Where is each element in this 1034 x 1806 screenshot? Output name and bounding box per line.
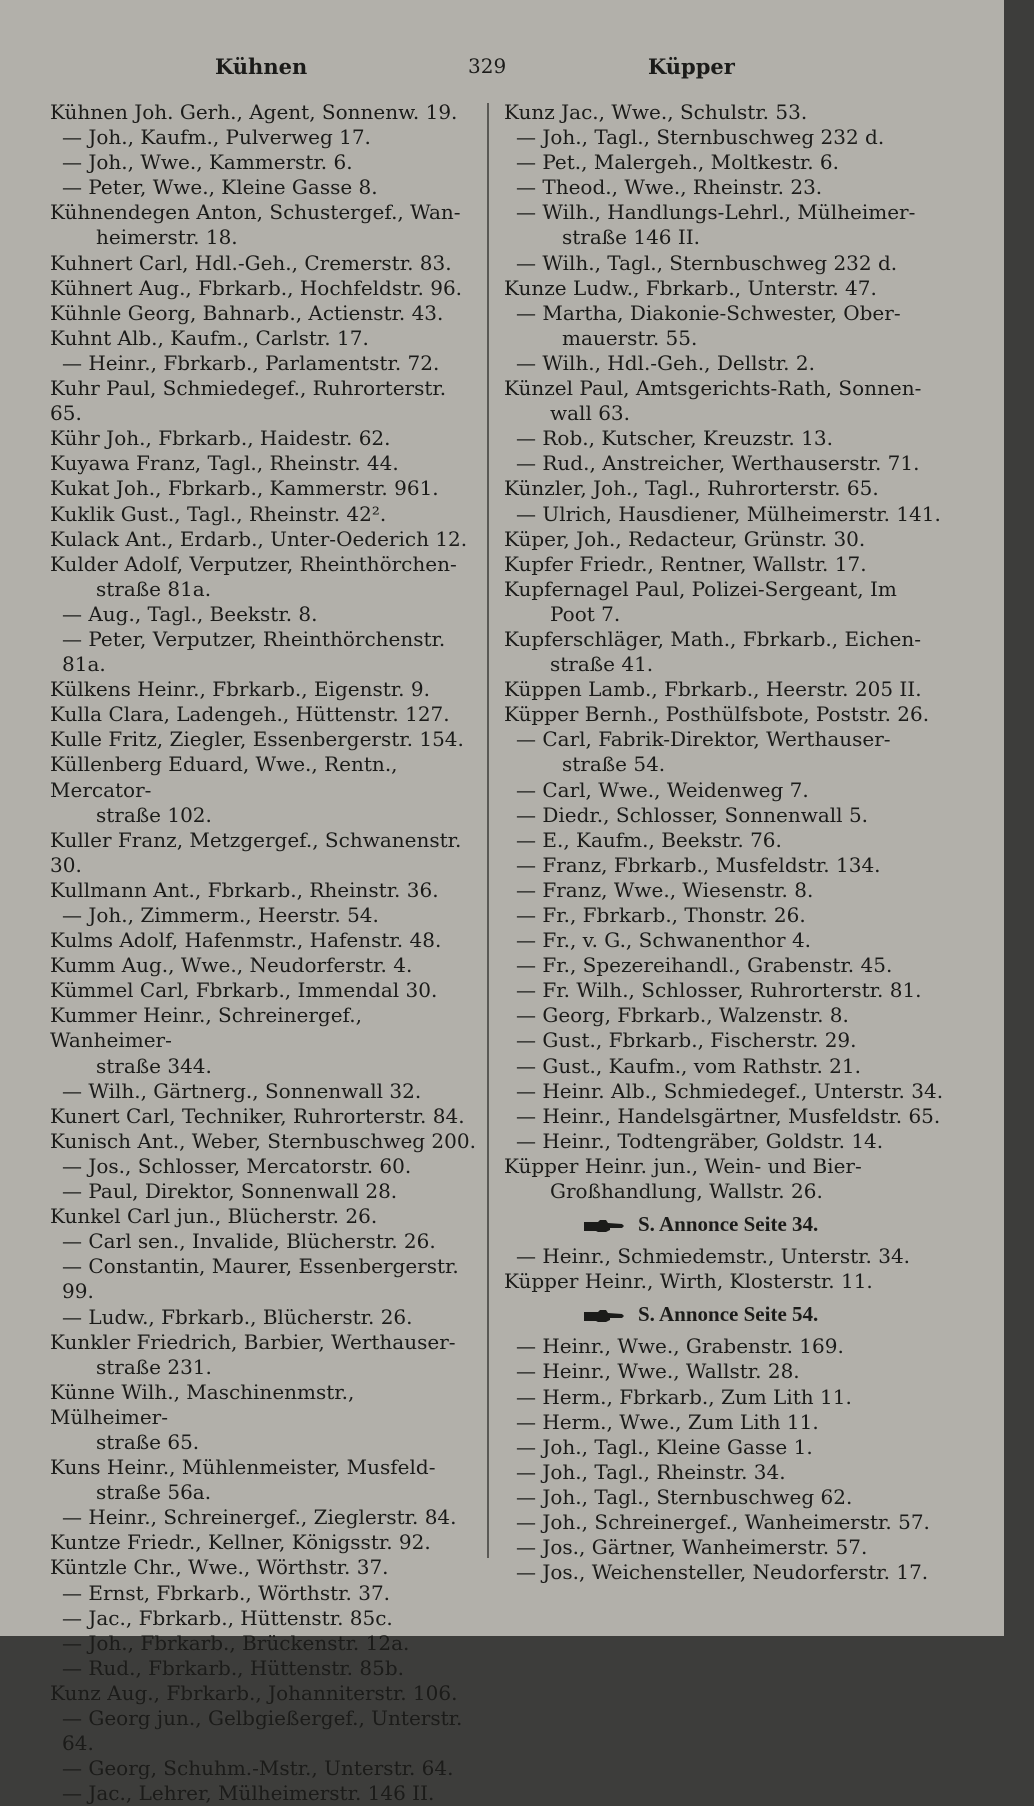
pointing-hand-icon	[584, 1310, 624, 1323]
directory-entry	[50, 1179, 478, 1204]
directory-entry	[504, 527, 944, 552]
header-left-keyword: Kühnen	[215, 54, 308, 79]
directory-entry	[50, 1555, 478, 1580]
directory-entry	[504, 276, 944, 301]
directory-entry	[504, 702, 944, 727]
directory-entry	[50, 1706, 478, 1756]
entry-text: Kühnen Joh. Gerh., Agent, Sonnenw. 19.	[50, 100, 458, 124]
entry-text: — Fr., Spezereihandl., Grabenstr. 45.	[516, 953, 893, 978]
directory-entry	[504, 978, 944, 1003]
entry-text: Kupferschläger, Math., Fbrkarb., Eichen-	[504, 626, 922, 651]
entry-text: — Fr. Wilh., Schlosser, Ruhrorterstr. 81.	[516, 978, 922, 1003]
directory-entry	[50, 677, 478, 702]
entry-text: Kühnendegen Anton, Schustergef., Wan-	[50, 200, 461, 225]
directory-entry	[50, 426, 478, 451]
entry-continuation: wall 63.	[550, 401, 630, 426]
entry-text: Kukat Joh., Fbrkarb., Kammerstr. 961.	[50, 476, 439, 501]
directory-entry	[504, 1269, 944, 1294]
entry-continuation: straße 65.	[96, 1429, 200, 1454]
directory-entry	[504, 1435, 944, 1460]
directory-entry	[504, 1385, 944, 1410]
entry-text: — Georg, Schuhm.-Mstr., Unterstr. 64.	[62, 1756, 454, 1781]
entry-text: Kuns Heinr., Mühlenmeister, Musfeld-	[50, 1455, 436, 1480]
entry-continuation: straße 41.	[550, 652, 654, 677]
entry-text: — Carl, Wwe., Weidenweg 7.	[516, 777, 809, 802]
entry-text: Kuklik Gust., Tagl., Rheinstr. 42².	[50, 501, 387, 526]
entry-text: — Aug., Tagl., Beekstr. 8.	[62, 601, 318, 626]
entry-text: — Peter, Wwe., Kleine Gasse 8.	[62, 175, 378, 200]
directory-entry	[50, 828, 478, 878]
entry-text: Künzel Paul, Amtsgerichts-Rath, Sonnen-	[504, 376, 922, 401]
directory-entry	[50, 451, 478, 476]
entry-text: — Gust., Kaufm., vom Rathstr. 21.	[516, 1053, 861, 1078]
entry-text: Kunkler Friedrich, Barbier, Werthauser-	[50, 1329, 456, 1354]
directory-entry	[504, 627, 944, 677]
directory-entry	[50, 1204, 478, 1229]
directory-entry	[504, 1334, 944, 1359]
entry-text: — Jos., Gärtner, Wanheimerstr. 57.	[516, 1535, 868, 1560]
entry-text: — Joh., Fbrkarb., Brückenstr. 12a.	[62, 1630, 410, 1655]
directory-entry	[504, 1003, 944, 1028]
entry-text: — Fr., Fbrkarb., Thonstr. 26.	[516, 903, 806, 927]
directory-entry	[50, 326, 478, 351]
directory-entry	[504, 1410, 944, 1435]
entry-text: — Franz, Fbrkarb., Musfeldstr. 134.	[516, 852, 881, 877]
entry-text: Kuller Franz, Metzgergef., Schwanenstr. 30.	[50, 827, 462, 877]
entry-text: — Rud., Fbrkarb., Hüttenstr. 85b.	[62, 1655, 404, 1680]
entry-text: Küntzle Chr., Wwe., Wörthstr. 37.	[50, 1555, 389, 1580]
entry-text: — Joh., Wwe., Kammerstr. 6.	[62, 150, 353, 175]
directory-entry	[504, 376, 944, 426]
entry-text: — Heinr., Handelsgärtner, Musfeldstr. 65.	[516, 1103, 941, 1128]
entry-text: Kulle Fritz, Ziegler, Essenbergerstr. 154.	[50, 727, 464, 752]
entry-text: — Fr., v. G., Schwanenthor 4.	[516, 928, 812, 953]
entry-text: — Joh., Zimmerm., Heerstr. 54.	[62, 903, 379, 927]
entry-text: — Herm., Fbrkarb., Zum Lith 11.	[516, 1384, 852, 1409]
directory-entry	[504, 903, 944, 928]
directory-entry	[50, 527, 478, 552]
directory-entry	[504, 677, 944, 702]
directory-entry	[50, 1606, 478, 1631]
directory-entry	[504, 1079, 944, 1104]
directory-entry	[50, 1756, 478, 1781]
entry-text: Küpper Heinr. jun., Wein- und Bier-	[504, 1153, 862, 1178]
directory-entry	[504, 778, 944, 803]
entry-text: Kullmann Ant., Fbrkarb., Rheinstr. 36.	[50, 877, 439, 902]
directory-entry	[504, 853, 944, 878]
directory-entry	[504, 552, 944, 577]
entry-text: — Wilh., Handlungs-Lehrl., Mülheimer-	[516, 200, 916, 225]
directory-entry	[50, 552, 478, 602]
directory-entry	[50, 351, 478, 376]
entry-text: — Theod., Wwe., Rheinstr. 23.	[516, 175, 823, 200]
directory-entry	[50, 1079, 478, 1104]
entry-text: — Joh., Tagl., Sternbuschweg 62.	[516, 1484, 853, 1509]
directory-entry	[50, 100, 478, 125]
header-right-keyword: Küpper	[648, 54, 735, 79]
directory-entry	[504, 1535, 944, 1560]
annonce-text: S. Annonce Seite 34.	[638, 1212, 819, 1237]
entry-text: Kulms Adolf, Hafenmstr., Hafenstr. 48.	[50, 928, 442, 953]
entry-text: Kuhnt Alb., Kaufm., Carlstr. 17.	[50, 325, 369, 350]
entry-continuation: heimerstr. 18.	[96, 225, 238, 250]
directory-entry	[50, 175, 478, 200]
directory-entry	[50, 276, 478, 301]
entry-text: Kuhnert Carl, Hdl.-Geh., Cremerstr. 83.	[50, 250, 452, 275]
entry-text: — Herm., Wwe., Zum Lith 11.	[516, 1409, 819, 1434]
entry-continuation: straße 344.	[96, 1053, 212, 1078]
entry-text: — Heinr., Wwe., Grabenstr. 169.	[516, 1334, 844, 1359]
directory-entry	[504, 100, 944, 125]
directory-entry	[50, 502, 478, 527]
directory-entry	[50, 1631, 478, 1656]
entry-text: Kulder Adolf, Verputzer, Rheinthörchen-	[50, 551, 457, 576]
entry-text: — Heinr., Schreinergef., Zieglerstr. 84.	[62, 1505, 457, 1530]
entry-text: Kühnle Georg, Bahnarb., Actienstr. 43.	[50, 300, 444, 325]
directory-entry	[50, 1154, 478, 1179]
entry-text: Kunz Aug., Fbrkarb., Johanniterstr. 106.	[50, 1680, 458, 1705]
entry-continuation: Poot 7.	[550, 601, 621, 626]
directory-entry	[504, 727, 944, 777]
entry-text: — Heinr., Todtengräber, Goldstr. 14.	[516, 1128, 884, 1153]
entry-text: Kunz Jac., Wwe., Schulstr. 53.	[504, 100, 808, 124]
entry-continuation: mauerstr. 55.	[562, 325, 698, 350]
entry-text: — Georg, Fbrkarb., Walzenstr. 8.	[516, 1003, 849, 1028]
directory-entry	[50, 1104, 478, 1129]
directory-entry	[50, 1330, 478, 1380]
directory-entry	[50, 1505, 478, 1530]
entry-text: Künne Wilh., Maschinenmstr., Mülheimer-	[50, 1379, 355, 1429]
directory-entry	[50, 476, 478, 501]
column-divider	[487, 103, 489, 1558]
directory-entry	[504, 1244, 944, 1269]
directory-entry	[50, 1656, 478, 1681]
entry-text: Kühnert Aug., Fbrkarb., Hochfeldstr. 96.	[50, 275, 463, 300]
right-column	[504, 100, 944, 1585]
entry-text: Kummer Heinr., Schreinergef., Wanheimer-	[50, 1003, 362, 1053]
entry-text: Kunze Ludw., Fbrkarb., Unterstr. 47.	[504, 275, 877, 300]
directory-entry	[504, 953, 944, 978]
entry-text: — Diedr., Schlosser, Sonnenwall 5.	[516, 802, 869, 827]
entry-text: — Ulrich, Hausdiener, Mülheimerstr. 141.	[516, 501, 941, 526]
directory-entry	[504, 175, 944, 200]
entry-text: Künzler, Joh., Tagl., Ruhrorterstr. 65.	[504, 476, 879, 501]
entry-text: — Joh., Tagl., Sternbuschweg 232 d.	[516, 125, 885, 150]
entry-text: — Wilh., Hdl.-Geh., Dellstr. 2.	[516, 350, 815, 375]
entry-text: Kulack Ant., Erdarb., Unter-Oederich 12.	[50, 526, 468, 551]
entry-text: — Joh., Kaufm., Pulverweg 17.	[62, 125, 371, 150]
directory-entry	[504, 251, 944, 276]
entry-text: Kupfernagel Paul, Polizei-Sergeant, Im	[504, 576, 897, 601]
entry-text: Küppen Lamb., Fbrkarb., Heerstr. 205 II.	[504, 677, 922, 702]
directory-entry	[50, 1681, 478, 1706]
entry-text: — Joh., Tagl., Rheinstr. 34.	[516, 1459, 786, 1484]
directory-entry	[504, 1028, 944, 1053]
entry-text: — Gust., Fbrkarb., Fischerstr. 29.	[516, 1028, 857, 1053]
directory-entry	[50, 1581, 478, 1606]
directory-entry	[504, 1129, 944, 1154]
entry-text: — Heinr., Schmiedemstr., Unterstr. 34.	[516, 1244, 911, 1269]
entry-continuation: Großhandlung, Wallstr. 26.	[550, 1179, 823, 1204]
directory-entry	[50, 1781, 478, 1806]
directory-entry	[504, 1104, 944, 1129]
entry-text: Kümmel Carl, Fbrkarb., Immendal 30.	[50, 978, 438, 1003]
entry-text: — Carl sen., Invalide, Blücherstr. 26.	[62, 1229, 436, 1254]
entry-text: — Jac., Lehrer, Mülheimerstr. 146 II.	[62, 1781, 435, 1806]
page-edge-shadow	[1004, 0, 1034, 1636]
directory-entry	[50, 1380, 478, 1455]
entry-text: Kuhr Paul, Schmiedegef., Ruhrorterstr. 65.	[50, 376, 447, 426]
directory-entry	[504, 502, 944, 527]
entry-text: — Paul, Direktor, Sonnenwall 28.	[62, 1179, 398, 1204]
directory-entry	[50, 251, 478, 276]
directory-entry	[504, 351, 944, 376]
entry-text: Kühr Joh., Fbrkarb., Haidestr. 62.	[50, 426, 391, 451]
page-number: 329	[468, 54, 507, 78]
directory-entry	[504, 1054, 944, 1079]
directory-entry	[50, 602, 478, 627]
directory-entry	[504, 1154, 944, 1204]
directory-entry	[50, 376, 478, 426]
entry-text: Kulla Clara, Ladengeh., Hüttenstr. 127.	[50, 702, 450, 727]
entry-text: — Ludw., Fbrkarb., Blücherstr. 26.	[62, 1304, 413, 1329]
directory-entry	[50, 1003, 478, 1078]
directory-entry	[50, 1129, 478, 1154]
directory-entry	[50, 752, 478, 827]
entry-text: — Wilh., Gärtnerg., Sonnenwall 32.	[62, 1078, 422, 1103]
entry-text: Küpper Bernh., Posthülfsbote, Poststr. 26.	[504, 702, 930, 727]
directory-entry	[504, 426, 944, 451]
entry-text: — Franz, Wwe., Wiesenstr. 8.	[516, 877, 814, 902]
pointing-hand-icon	[584, 1220, 624, 1233]
directory-entry	[504, 451, 944, 476]
entry-text: — Peter, Verputzer, Rheinthörchenstr. 81a.	[62, 626, 446, 677]
entry-text: — Heinr., Fbrkarb., Parlamentstr. 72.	[62, 350, 440, 375]
directory-entry	[504, 1510, 944, 1535]
entry-text: — Jos., Weichensteller, Neudorferstr. 17.	[516, 1560, 929, 1585]
directory-entry	[50, 978, 478, 1003]
entry-text: Kunkel Carl jun., Blücherstr. 26.	[50, 1204, 378, 1229]
entry-text: Külkens Heinr., Fbrkarb., Eigenstr. 9.	[50, 677, 430, 702]
entry-text: — Georg jun., Gelbgießergef., Unterstr. 64.	[62, 1706, 463, 1756]
directory-entry	[50, 953, 478, 978]
left-column	[50, 100, 478, 1806]
directory-entry	[504, 1485, 944, 1510]
annonce-text: S. Annonce Seite 54.	[638, 1302, 819, 1327]
directory-entry	[504, 1560, 944, 1585]
entry-text: — Carl, Fabrik-Direktor, Werthauser-	[516, 727, 891, 752]
entry-continuation: straße 54.	[562, 752, 666, 777]
directory-entry	[504, 301, 944, 351]
directory-entry	[50, 200, 478, 250]
directory-entry	[504, 150, 944, 175]
directory-entry	[504, 476, 944, 501]
annonce-reference	[504, 1208, 944, 1240]
entry-text: — Pet., Malergeh., Moltkestr. 6.	[516, 150, 840, 175]
directory-entry	[50, 627, 478, 677]
entry-text: — Rob., Kutscher, Kreuzstr. 13.	[516, 426, 833, 451]
directory-entry	[50, 1229, 478, 1254]
entry-text: — Rud., Anstreicher, Werthauserstr. 71.	[516, 451, 920, 476]
directory-entry	[50, 1530, 478, 1555]
directory-entry	[50, 125, 478, 150]
entry-text: Kumm Aug., Wwe., Neudorferstr. 4.	[50, 953, 413, 978]
entry-text: Küper, Joh., Redacteur, Grünstr. 30.	[504, 526, 866, 551]
directory-entry	[50, 878, 478, 903]
entry-continuation: straße 81a.	[96, 576, 212, 601]
page-header	[0, 54, 1004, 94]
directory-entry	[50, 1455, 478, 1505]
entry-text: — Joh., Schreinergef., Wanheimerstr. 57.	[516, 1509, 930, 1534]
directory-entry	[50, 1305, 478, 1330]
directory-entry	[50, 1254, 478, 1304]
directory-entry	[504, 200, 944, 250]
entry-continuation: straße 231.	[96, 1354, 212, 1379]
entry-text: Kuyawa Franz, Tagl., Rheinstr. 44.	[50, 451, 399, 476]
entry-text: — Joh., Tagl., Kleine Gasse 1.	[516, 1434, 813, 1459]
entry-text: Küpper Heinr., Wirth, Klosterstr. 11.	[504, 1269, 873, 1294]
directory-entry	[504, 828, 944, 853]
entry-text: — Jac., Fbrkarb., Hüttenstr. 85c.	[62, 1605, 393, 1630]
entry-continuation: straße 102.	[96, 802, 212, 827]
directory-entry	[504, 577, 944, 627]
entry-text: Küllenberg Eduard, Wwe., Rentn., Mercator-	[50, 752, 398, 802]
entry-text: — E., Kaufm., Beekstr. 76.	[516, 827, 782, 852]
directory-entry	[50, 903, 478, 928]
directory-entry	[50, 727, 478, 752]
directory-entry	[504, 1460, 944, 1485]
entry-text: — Constantin, Maurer, Essenbergerstr. 99.	[62, 1254, 459, 1304]
entry-text: — Ernst, Fbrkarb., Wörthstr. 37.	[62, 1580, 391, 1605]
directory-entry	[50, 702, 478, 727]
entry-text: — Heinr. Alb., Schmiedegef., Unterstr. 34.	[516, 1078, 944, 1103]
directory-entry	[504, 803, 944, 828]
directory-entry	[504, 878, 944, 903]
directory-entry	[504, 1359, 944, 1384]
entry-text: — Martha, Diakonie-Schwester, Ober-	[516, 300, 901, 325]
annonce-reference	[504, 1298, 944, 1330]
entry-text: — Jos., Schlosser, Mercatorstr. 60.	[62, 1153, 412, 1178]
entry-text: Kuntze Friedr., Kellner, Königsstr. 92.	[50, 1530, 431, 1555]
directory-entry	[504, 928, 944, 953]
entry-continuation: straße 146 II.	[562, 225, 701, 250]
directory-entry	[50, 301, 478, 326]
entry-text: Kupfer Friedr., Rentner, Wallstr. 17.	[504, 551, 867, 576]
directory-entry	[504, 125, 944, 150]
entry-text: Kunisch Ant., Weber, Sternbuschweg 200.	[50, 1128, 476, 1153]
entry-text: Kunert Carl, Techniker, Ruhrorterstr. 84.	[50, 1103, 465, 1128]
entry-continuation: straße 56a.	[96, 1480, 212, 1505]
entry-text: — Wilh., Tagl., Sternbuschweg 232 d.	[516, 250, 898, 275]
directory-entry	[50, 150, 478, 175]
directory-entry	[50, 928, 478, 953]
entry-text: — Heinr., Wwe., Wallstr. 28.	[516, 1359, 800, 1384]
